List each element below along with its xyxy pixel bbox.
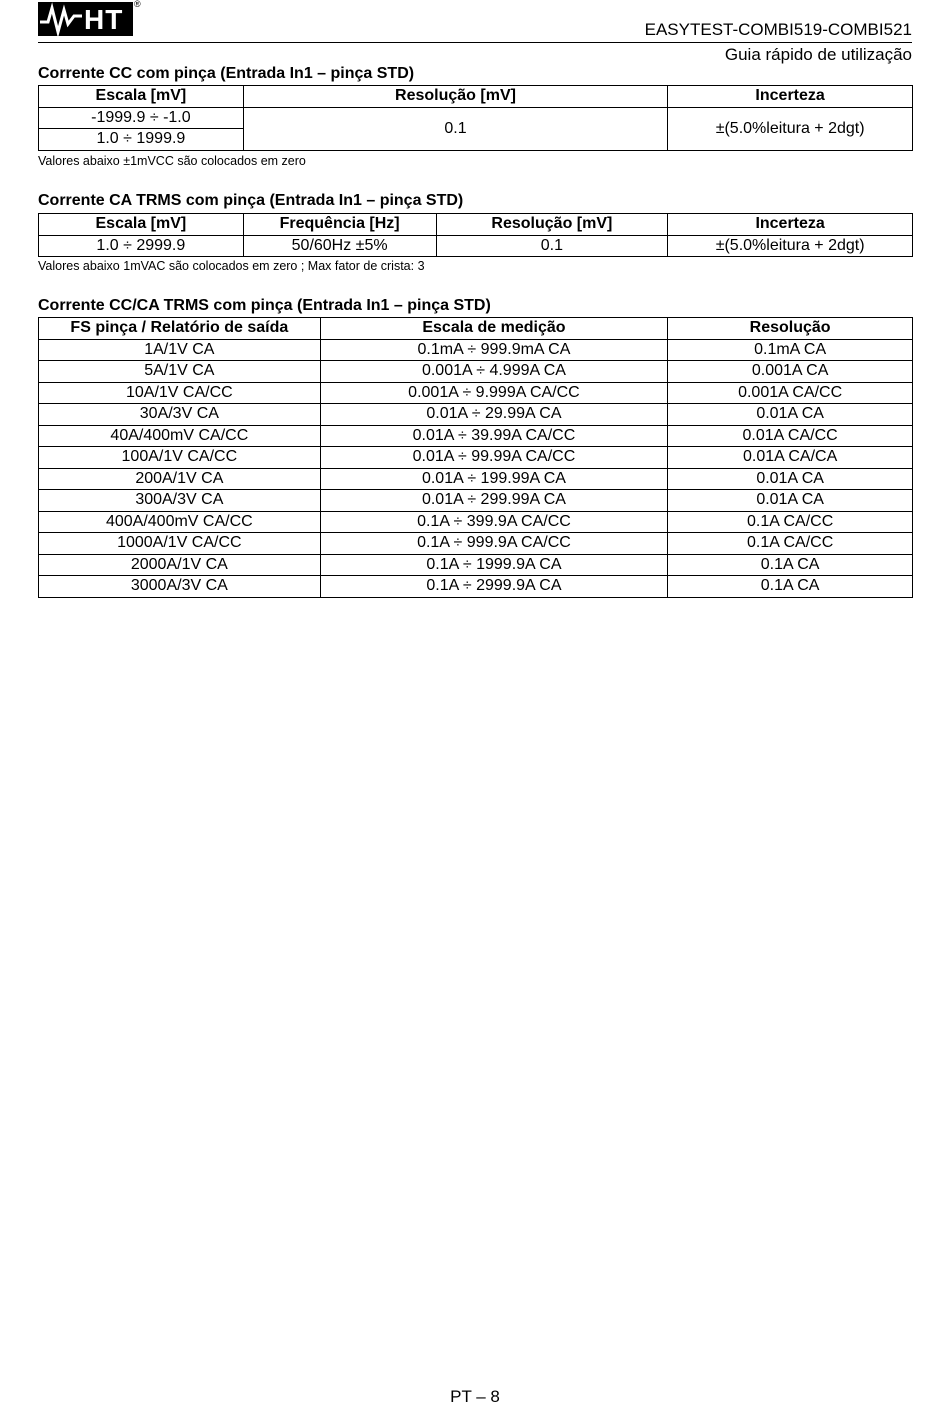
- table-cell: 0.01A ÷ 299.99A CA: [320, 490, 668, 512]
- table-cell: 1.0 ÷ 2999.9: [39, 235, 244, 257]
- table-row: [39, 107, 913, 129]
- col-header: Resolução [mV]: [436, 214, 668, 236]
- table-cell: 2000A/1V CA: [39, 554, 321, 576]
- uncertainty-cell: ±(5.0%leitura + 2dgt): [668, 107, 913, 150]
- table-cell: 1000A/1V CA/CC: [39, 533, 321, 555]
- range-cell: -1999.9 ÷ -1.0: [39, 107, 244, 129]
- table-cell: 0.01A CA: [668, 404, 913, 426]
- col-header: Incerteza: [668, 86, 913, 108]
- col-header: FS pinça / Relatório de saída: [39, 318, 321, 340]
- table-cell: 0.01A CA: [668, 468, 913, 490]
- table-row: [39, 533, 913, 555]
- table-cell: 0.1A CA/CC: [668, 533, 913, 555]
- table-cell: 0.1: [436, 235, 668, 257]
- table-cell: 0.1mA CA: [668, 339, 913, 361]
- table-row: [39, 235, 913, 257]
- table-cell: 0.001A CA: [668, 361, 913, 383]
- table-header-row: [39, 86, 913, 108]
- table-cell: 400A/400mV CA/CC: [39, 511, 321, 533]
- resolution-cell: 0.1: [243, 107, 667, 150]
- col-header: Incerteza: [668, 214, 913, 236]
- section1-title: Corrente CC com pinça (Entrada In1 – pinça STD): [38, 65, 415, 82]
- col-header: Frequência [Hz]: [243, 214, 436, 236]
- section3-title: Corrente CC/CA TRMS com pinça (Entrada In1 – pinça STD): [38, 297, 491, 314]
- table-cell: 10A/1V CA/CC: [39, 382, 321, 404]
- table-row: [39, 490, 913, 512]
- section2-note: Valores abaixo 1mVAC são colocados em zero ; Max fator de crista: 3: [38, 259, 425, 273]
- table-cell: 0.1A ÷ 2999.9A CA: [320, 576, 668, 598]
- dc-clamp-table: [38, 85, 913, 151]
- table-row: [39, 382, 913, 404]
- table-cell: 30A/3V CA: [39, 404, 321, 426]
- table-cell: 1A/1V CA: [39, 339, 321, 361]
- section1-note: Valores abaixo ±1mVCC são colocados em zero: [38, 154, 306, 168]
- table-cell: 300A/3V CA: [39, 490, 321, 512]
- model-name: EASYTEST-COMBI519-COMBI521: [644, 20, 912, 39]
- range-cell: 1.0 ÷ 1999.9: [39, 129, 244, 151]
- table-cell: 0.1A ÷ 1999.9A CA: [320, 554, 668, 576]
- table-cell: 200A/1V CA: [39, 468, 321, 490]
- table-row: [39, 425, 913, 447]
- table-row: [39, 576, 913, 598]
- table-cell: 0.01A ÷ 29.99A CA: [320, 404, 668, 426]
- table-cell: 0.01A CA/CC: [668, 425, 913, 447]
- acdc-clamp-table: [38, 317, 913, 598]
- table-row: [39, 361, 913, 383]
- guide-subtitle: Guia rápido de utilização: [724, 45, 912, 64]
- table-header-row: [39, 318, 913, 340]
- table-row: [39, 339, 913, 361]
- table-row: [39, 404, 913, 426]
- logo-text: HT: [84, 4, 124, 35]
- table-cell: 50/60Hz ±5%: [243, 235, 436, 257]
- table-cell: 0.01A ÷ 199.99A CA: [320, 468, 668, 490]
- table-cell: 0.1mA ÷ 999.9mA CA: [320, 339, 668, 361]
- ac-clamp-table: [38, 213, 913, 257]
- table-cell: 0.001A ÷ 4.999A CA: [320, 361, 668, 383]
- table-row: [39, 447, 913, 469]
- table-row: [39, 468, 913, 490]
- table-cell: 0.1A CA/CC: [668, 511, 913, 533]
- table-cell: ±(5.0%leitura + 2dgt): [668, 235, 913, 257]
- col-header: Resolução: [668, 318, 913, 340]
- table-cell: 0.1A CA: [668, 576, 913, 598]
- col-header: Escala de medição: [320, 318, 668, 340]
- table-cell: 5A/1V CA: [39, 361, 321, 383]
- table-row: [39, 554, 913, 576]
- registered-icon: ®: [134, 0, 141, 9]
- table-cell: 40A/400mV CA/CC: [39, 425, 321, 447]
- table-cell: 0.01A ÷ 39.99A CA/CC: [320, 425, 668, 447]
- table-cell: 0.1A ÷ 399.9A CA/CC: [320, 511, 668, 533]
- table-cell: 0.01A ÷ 99.99A CA/CC: [320, 447, 668, 469]
- header-divider: [38, 42, 912, 43]
- table-cell: 0.001A ÷ 9.999A CA/CC: [320, 382, 668, 404]
- table-row: [39, 511, 913, 533]
- table-header-row: [39, 214, 913, 236]
- page-number: PT – 8: [450, 1387, 500, 1406]
- col-header: Resolução [mV]: [243, 86, 667, 108]
- table-cell: 0.01A CA: [668, 490, 913, 512]
- ht-logo: [38, 0, 141, 38]
- table-cell: 0.001A CA/CC: [668, 382, 913, 404]
- table-cell: 0.1A ÷ 999.9A CA/CC: [320, 533, 668, 555]
- table-cell: 3000A/3V CA: [39, 576, 321, 598]
- table-cell: 100A/1V CA/CC: [39, 447, 321, 469]
- col-header: Escala [mV]: [39, 214, 244, 236]
- col-header: Escala [mV]: [39, 86, 244, 108]
- zigzag-icon: [38, 2, 84, 36]
- table-cell: 0.01A CA/CA: [668, 447, 913, 469]
- section2-title: Corrente CA TRMS com pinça (Entrada In1 – pinça STD): [38, 192, 464, 209]
- table-cell: 0.1A CA: [668, 554, 913, 576]
